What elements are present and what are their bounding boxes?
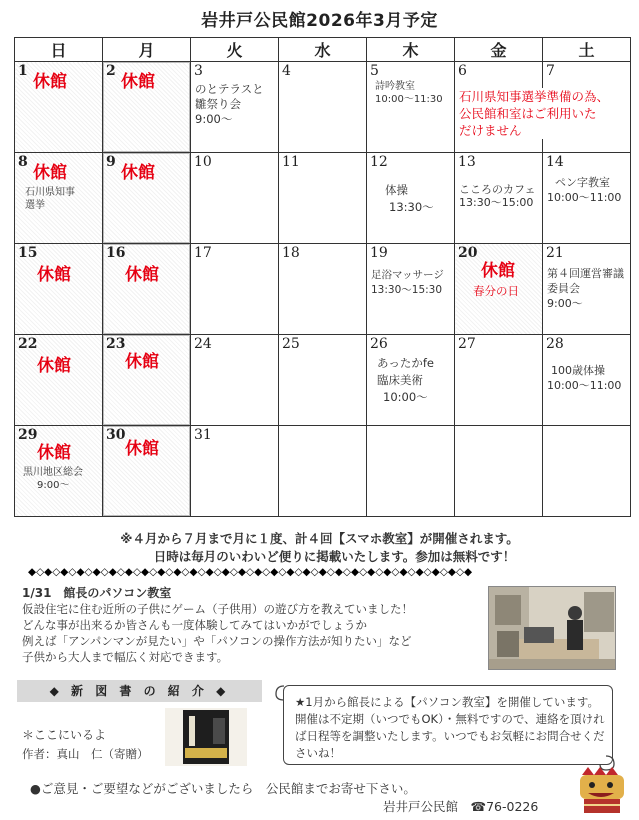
day-cell-4 bbox=[279, 62, 367, 153]
day-number: 30 bbox=[106, 427, 126, 443]
day-number: 8 bbox=[18, 154, 28, 170]
day-number: 2 bbox=[106, 63, 116, 79]
weekday-thu: 木 bbox=[367, 38, 455, 62]
day-cell-6 bbox=[455, 62, 610, 153]
day-cell-9 bbox=[103, 153, 191, 244]
day-number: 12 bbox=[370, 154, 388, 170]
day-cell-empty bbox=[455, 426, 543, 517]
closed-label: 休館 bbox=[37, 443, 71, 463]
feedback-request: ●ご意見・ご要望などがございましたら 公民館までお寄せ下さい。 bbox=[30, 781, 416, 796]
closed-label: 休館 bbox=[37, 265, 71, 285]
day-cell-13 bbox=[455, 153, 543, 244]
event-text: 100歳体操 10:00～11:00 bbox=[547, 364, 622, 392]
book-cover-illustration bbox=[165, 708, 247, 766]
day-number: 22 bbox=[18, 336, 38, 352]
event-text: 体操 13:30～ bbox=[385, 183, 434, 214]
day-cell-empty bbox=[543, 426, 631, 517]
mascot-illustration bbox=[574, 765, 628, 815]
pc-class-photo bbox=[488, 586, 616, 670]
event-text: 黒川地区総会 9:00～ bbox=[23, 467, 83, 491]
weekday-mon: 月 bbox=[103, 38, 191, 62]
day-cell-28 bbox=[543, 335, 631, 426]
day-number: 27 bbox=[458, 336, 476, 352]
day-cell-30 bbox=[103, 426, 191, 517]
day-cell-26 bbox=[367, 335, 455, 426]
book-title: ＊ここにいるよ bbox=[22, 728, 107, 742]
day-cell-14 bbox=[543, 153, 631, 244]
closed-label: 休館 bbox=[121, 163, 155, 183]
day-cell-empty bbox=[279, 426, 367, 517]
day-number: 24 bbox=[194, 336, 212, 352]
pc-class-line: 子供から大人まで幅広く対応できます。 bbox=[22, 650, 229, 664]
new-books-header: ◆ 新 図 書 の 紹 介 ◆ bbox=[17, 680, 262, 702]
event-text: こころのカフェ 13:30～15:00 bbox=[459, 183, 536, 209]
event-text: 第４回運営審議 委員会 9:00～ bbox=[547, 267, 624, 310]
event-text: のとテラスと 雛祭り会 9:00～ bbox=[195, 82, 264, 126]
day-cell-17 bbox=[191, 244, 279, 335]
day-cell-22 bbox=[15, 335, 103, 426]
day-cell-21 bbox=[543, 244, 631, 335]
day-cell-15 bbox=[15, 244, 103, 335]
day-cell-3 bbox=[191, 62, 279, 153]
weekday-fri: 金 bbox=[455, 38, 543, 62]
weekday-header-row bbox=[15, 38, 631, 62]
election-notice: 石川県知事選挙準備の為、 公民館和室はご利用いた だけません bbox=[459, 89, 610, 138]
day-cell-2 bbox=[103, 62, 191, 153]
calendar-table bbox=[14, 37, 631, 517]
day-cell-18 bbox=[279, 244, 367, 335]
day-cell-1 bbox=[15, 62, 103, 153]
day-number: 18 bbox=[282, 245, 300, 261]
day-number: 10 bbox=[194, 154, 212, 170]
day-cell-5 bbox=[367, 62, 455, 153]
closed-label: 休館 bbox=[481, 261, 515, 281]
day-cell-12 bbox=[367, 153, 455, 244]
event-text: ペン字教室 10:00～11:00 bbox=[547, 176, 622, 204]
closed-label: 休館 bbox=[125, 439, 159, 459]
day-cell-16 bbox=[103, 244, 191, 335]
calendar-week bbox=[15, 153, 631, 244]
book-author: 作者：真山 仁（寄贈） bbox=[22, 747, 149, 761]
day-cell-27 bbox=[455, 335, 543, 426]
day-number: 23 bbox=[106, 336, 126, 352]
day-cell-19 bbox=[367, 244, 455, 335]
weekday-sun: 日 bbox=[15, 38, 103, 62]
calendar-week bbox=[15, 244, 631, 335]
pc-class-line: どんな事が出来るか皆さんも一度体験してみてはいかがでしょうか bbox=[22, 618, 367, 632]
day-number: 16 bbox=[106, 245, 126, 261]
day-number: 3 bbox=[194, 63, 203, 79]
day-cell-empty bbox=[367, 426, 455, 517]
event-text: 詩吟教室 10:00～11:30 bbox=[375, 81, 443, 105]
smartphone-class-notice: ※４月から７月まで月に１度、計４回【スマホ教室】が開催されます。 bbox=[120, 531, 519, 546]
day-cell-25 bbox=[279, 335, 367, 426]
scroll-frame-decoration bbox=[272, 676, 618, 774]
event-text: 石川県知事 選挙 bbox=[25, 187, 75, 211]
page-title: 岩井戸公民館2026年3月予定 bbox=[201, 11, 438, 31]
closed-label: 休館 bbox=[33, 163, 67, 183]
day-number: 13 bbox=[458, 154, 476, 170]
diamond-divider: ◆◇◆◇◆◇◆◇◆◇◆◇◆◇◆◇◆◇◆◇◆◇◆◇◆◇◆◇◆◇◆◇◆◇◆◇◆◇◆◇◆◇◆◇◆◇◆◇◆◇◆◇◆◇◆ bbox=[28, 566, 473, 578]
closed-label: 休館 bbox=[125, 352, 159, 372]
holiday-label: 春分の日 bbox=[473, 284, 519, 298]
day-number: 15 bbox=[18, 245, 38, 261]
day-cell-23 bbox=[103, 335, 191, 426]
day-cell-10 bbox=[191, 153, 279, 244]
day-number: 31 bbox=[194, 427, 212, 443]
day-number: 14 bbox=[546, 154, 564, 170]
day-number: 29 bbox=[18, 427, 38, 443]
pc-class-body bbox=[22, 601, 413, 665]
day-cell-29 bbox=[15, 426, 103, 517]
day-cell-8 bbox=[15, 153, 103, 244]
closed-label: 休館 bbox=[125, 265, 159, 285]
pc-class-heading: 1/31 館長のパソコン教室 bbox=[22, 586, 172, 600]
day-number: 11 bbox=[282, 154, 300, 170]
day-number: 4 bbox=[282, 63, 291, 79]
pc-class-info-text: ★1月から館長による【パソコン教室】を開催しています。開催は不定期（いつでもOK）・無料ですので、連絡を頂ければ日程等を調整いたします。いつでもお気軽にお問合せくださいね！ bbox=[295, 695, 605, 760]
pc-class-line: 例えば「アンパンマンが見たい」や「パソコンの操作方法が知りたい」など bbox=[22, 634, 412, 648]
weekday-wed: 水 bbox=[279, 38, 367, 62]
day-number: 5 bbox=[370, 63, 379, 79]
closed-label: 休館 bbox=[37, 356, 71, 376]
pc-class-line: 仮設住宅に住む近所の子供にゲーム（子供用）の遊び方を教えていました！ bbox=[22, 602, 413, 616]
day-cell-31 bbox=[191, 426, 279, 517]
day-number: 6 bbox=[458, 63, 467, 79]
calendar-week bbox=[15, 426, 631, 517]
day-number: 26 bbox=[370, 336, 388, 352]
day-number: 19 bbox=[370, 245, 388, 261]
contact-info: 岩井戸公民館 ☎76-0226 bbox=[383, 799, 539, 814]
book-cover-image bbox=[165, 708, 247, 766]
day-number: 25 bbox=[282, 336, 300, 352]
day-number: 7 bbox=[546, 63, 555, 79]
calendar-week bbox=[15, 62, 631, 153]
day-cell-11 bbox=[279, 153, 367, 244]
day-cell-20 bbox=[455, 244, 543, 335]
calendar-week bbox=[15, 335, 631, 426]
weekday-sat: 土 bbox=[543, 38, 631, 62]
smartphone-class-notice-2: 日時は毎月のいわいど便りに掲載いたします。参加は無料です！ bbox=[153, 549, 516, 564]
photo-illustration bbox=[489, 587, 616, 670]
event-text: あったかfe 臨床美術 10:00～ bbox=[377, 356, 435, 404]
closed-label: 休館 bbox=[121, 72, 155, 92]
day-cell-24 bbox=[191, 335, 279, 426]
day-number: 17 bbox=[194, 245, 212, 261]
day-number: 1 bbox=[18, 63, 28, 79]
weekday-tue: 火 bbox=[191, 38, 279, 62]
closed-label: 休館 bbox=[33, 72, 67, 92]
day-number: 20 bbox=[458, 245, 478, 261]
day-number: 28 bbox=[546, 336, 564, 352]
day-number: 9 bbox=[106, 154, 116, 170]
event-text: 足浴マッサージ 13:30～15:30 bbox=[371, 269, 444, 296]
day-number: 21 bbox=[546, 245, 564, 261]
